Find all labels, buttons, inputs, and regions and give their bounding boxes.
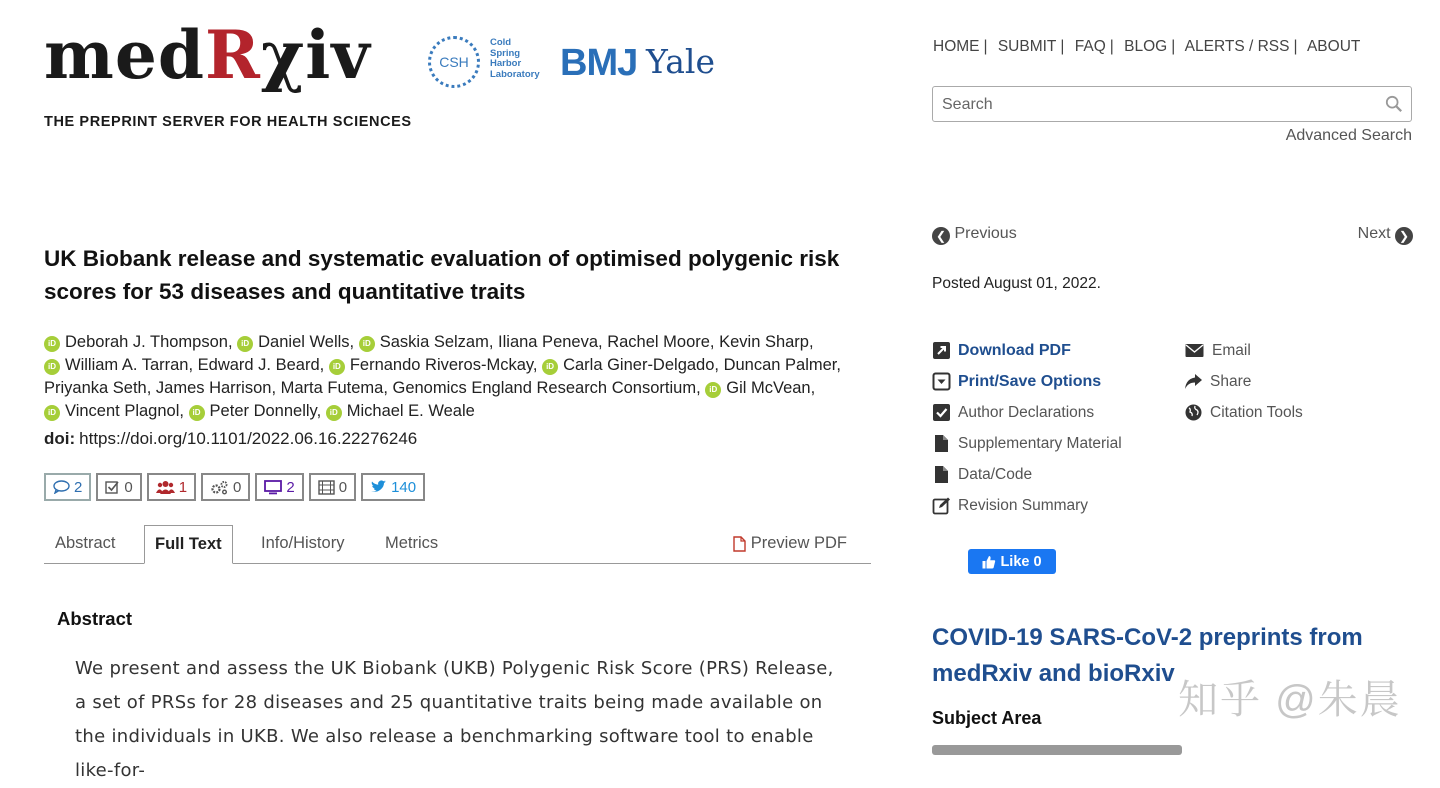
citation-tools-link[interactable]: Citation Tools [1184, 397, 1303, 428]
share-link[interactable]: Share [1184, 366, 1303, 397]
reviews-badge[interactable]: 0 [96, 473, 141, 501]
medrxiv-logo[interactable]: medRχiv [44, 16, 371, 94]
author-name[interactable]: Kevin Sharp [719, 333, 809, 351]
film-icon [318, 480, 335, 495]
article-tabs [44, 525, 871, 564]
orcid-icon[interactable]: iD [44, 336, 60, 352]
gears-icon [210, 480, 229, 495]
author-name[interactable]: Genomics England Research Consortium [392, 379, 697, 397]
search-icon[interactable] [1385, 95, 1403, 113]
author-name[interactable]: James Harrison [155, 379, 272, 397]
orcid-icon[interactable]: iD [44, 359, 60, 375]
data-code-link[interactable]: Data/Code [932, 459, 1122, 490]
orcid-icon[interactable]: iD [44, 405, 60, 421]
orcid-icon[interactable]: iD [326, 405, 342, 421]
metrics-badges [44, 473, 425, 501]
nav-blog[interactable]: BLOG [1124, 38, 1168, 55]
author-name[interactable]: Saskia Selzam [379, 333, 489, 351]
edit-icon [932, 496, 951, 515]
next-link[interactable]: Next ❯ [1358, 225, 1413, 245]
monitor-icon [264, 480, 282, 495]
email-link[interactable]: Email [1184, 335, 1303, 366]
comment-icon [53, 480, 70, 494]
zhihu-watermark: 知乎 @朱晨 [1178, 678, 1402, 722]
covid-preprints-link[interactable]: COVID-19 SARS-CoV-2 preprints from medRxiv and bioRxiv [932, 624, 1363, 687]
doi-label: doi: [44, 429, 76, 448]
author-name[interactable]: Rachel Moore [607, 333, 710, 351]
revision-summary-link[interactable]: Revision Summary [932, 490, 1122, 521]
arrow-right-icon: ❯ [1395, 227, 1413, 245]
previous-link[interactable]: ❮ Previous [932, 225, 1017, 242]
orcid-icon[interactable]: iD [189, 405, 205, 421]
nav-alerts-rss[interactable]: ALERTS / RSS [1184, 38, 1290, 55]
arrow-left-icon: ❮ [932, 227, 950, 245]
orcid-icon[interactable]: iD [542, 359, 558, 375]
csh-logo[interactable]: CSH [428, 36, 480, 88]
file-icon [932, 465, 951, 484]
facebook-like-button[interactable]: Like 0 [968, 549, 1056, 574]
tab-metrics[interactable]: Metrics [385, 534, 439, 552]
author-name[interactable]: William A. Tarran [65, 356, 189, 374]
search-input[interactable] [940, 87, 1374, 123]
author-name[interactable]: Gil McVean [726, 379, 811, 397]
author-list: iD Deborah J. Thompson, iD Daniel Wells, iD Saskia Selzam, Iliana Peneva, Rachel Moore, Kevin Sharp, iD William A. Tarran, Edward J. Beard, iD Fernando Riveros-Mckay, iD Carla Giner-Delgado, Duncan Palmer, Priyanka Seth, James Harrison, Marta Futema, Genomics England Research Consortium, iD Gil McVean, iD Vincent Plagnol, iD Peter Donnelly, iD Michael E. Weale [44, 333, 841, 420]
orcid-icon[interactable]: iD [329, 359, 345, 375]
author-name[interactable]: Priyanka Seth [44, 379, 147, 397]
tab-info-history[interactable]: Info/History [261, 534, 345, 552]
search-box [932, 86, 1412, 122]
tweets-badge[interactable]: 140 [361, 473, 425, 501]
logo-tagline: THE PREPRINT SERVER FOR HEALTH SCIENCES [44, 114, 412, 130]
orcid-icon[interactable]: iD [359, 336, 375, 352]
author-name[interactable]: Deborah J. Thompson [65, 333, 228, 351]
media-badge[interactable]: 0 [309, 473, 356, 501]
author-declarations-link[interactable]: Author Declarations [932, 397, 1122, 428]
external-link-icon [932, 341, 951, 360]
subject-area-bar[interactable] [932, 745, 1182, 755]
author-name[interactable]: Michael E. Weale [346, 402, 475, 420]
pdf-file-icon [733, 536, 746, 552]
download-pdf-link[interactable]: Download PDF [932, 335, 1122, 366]
doi-link[interactable]: https://doi.org/10.1101/2022.06.16.22276246 [79, 429, 418, 448]
nav-about[interactable]: ABOUT [1306, 38, 1361, 55]
doi-line [44, 429, 417, 449]
article-title: UK Biobank release and systematic evaluation of optimised polygenic risk scores for 53 diseases and quantitative traits [44, 246, 840, 304]
print-save-options[interactable]: Print/Save Options [932, 366, 1122, 397]
orcid-icon[interactable]: iD [705, 382, 721, 398]
author-name[interactable]: Peter Donnelly [209, 402, 317, 420]
prev-next-nav [932, 225, 1413, 245]
abstract-heading: Abstract [57, 608, 133, 629]
community-badge[interactable]: 1 [147, 473, 196, 501]
author-name[interactable]: Vincent Plagnol [65, 402, 180, 420]
globe-icon [1184, 403, 1203, 422]
top-navigation: HOME | SUBMIT | FAQ | BLOG | ALERTS / RSS | ABOUT [933, 38, 1361, 55]
advanced-search-link[interactable]: Advanced Search [1285, 127, 1412, 144]
bmj-logo[interactable]: BMJ [560, 42, 638, 84]
connections-badge[interactable]: 0 [201, 473, 250, 501]
file-icon [932, 434, 951, 453]
author-name[interactable]: Duncan Palmer [723, 356, 837, 374]
comments-badge[interactable]: 2 [44, 473, 91, 501]
preview-pdf-link[interactable]: Preview PDF [733, 525, 847, 562]
subject-area-heading: Subject Area [932, 708, 1042, 728]
posted-date: Posted August 01, 2022. [932, 275, 1101, 292]
users-icon [156, 480, 175, 495]
author-name[interactable]: Daniel Wells [258, 333, 350, 351]
supplementary-material-link[interactable]: Supplementary Material [932, 428, 1122, 459]
tab-abstract[interactable]: Abstract [55, 534, 116, 552]
twitter-icon [370, 480, 387, 494]
envelope-icon [1184, 341, 1205, 360]
yale-logo[interactable]: Yale [646, 42, 715, 81]
nav-submit[interactable]: SUBMIT [997, 38, 1057, 55]
author-name[interactable]: Fernando Riveros-Mckay [349, 356, 533, 374]
share-tools [1184, 335, 1303, 428]
author-name[interactable]: Iliana Peneva [498, 333, 599, 351]
presentations-badge[interactable]: 2 [255, 473, 303, 501]
checkbox-icon [932, 403, 951, 422]
abstract-text: We present and assess the UK Biobank (UKB) Polygenic Risk Score (PRS) Release, a set of PRSs for 28 diseases and 25 quantitative traits being made available on the individuals in UKB. We also release a benchmarking software tool to enable like-for- [75, 658, 834, 781]
author-name[interactable]: Edward J. Beard [197, 356, 320, 374]
share-icon [1184, 372, 1203, 391]
csh-logo-text: Cold Spring Harbor Laboratory [490, 37, 540, 80]
thumbs-up-icon [982, 555, 996, 569]
orcid-icon[interactable]: iD [237, 336, 253, 352]
caret-box-icon [932, 372, 951, 391]
author-name[interactable]: Marta Futema [280, 379, 384, 397]
author-name[interactable]: Carla Giner-Delgado [563, 356, 715, 374]
checkbox-icon [105, 480, 120, 495]
nav-home[interactable]: HOME [933, 38, 980, 55]
article-tools [932, 335, 1122, 521]
tab-full-text[interactable]: Full Text [144, 525, 233, 564]
nav-faq[interactable]: FAQ [1074, 38, 1106, 55]
